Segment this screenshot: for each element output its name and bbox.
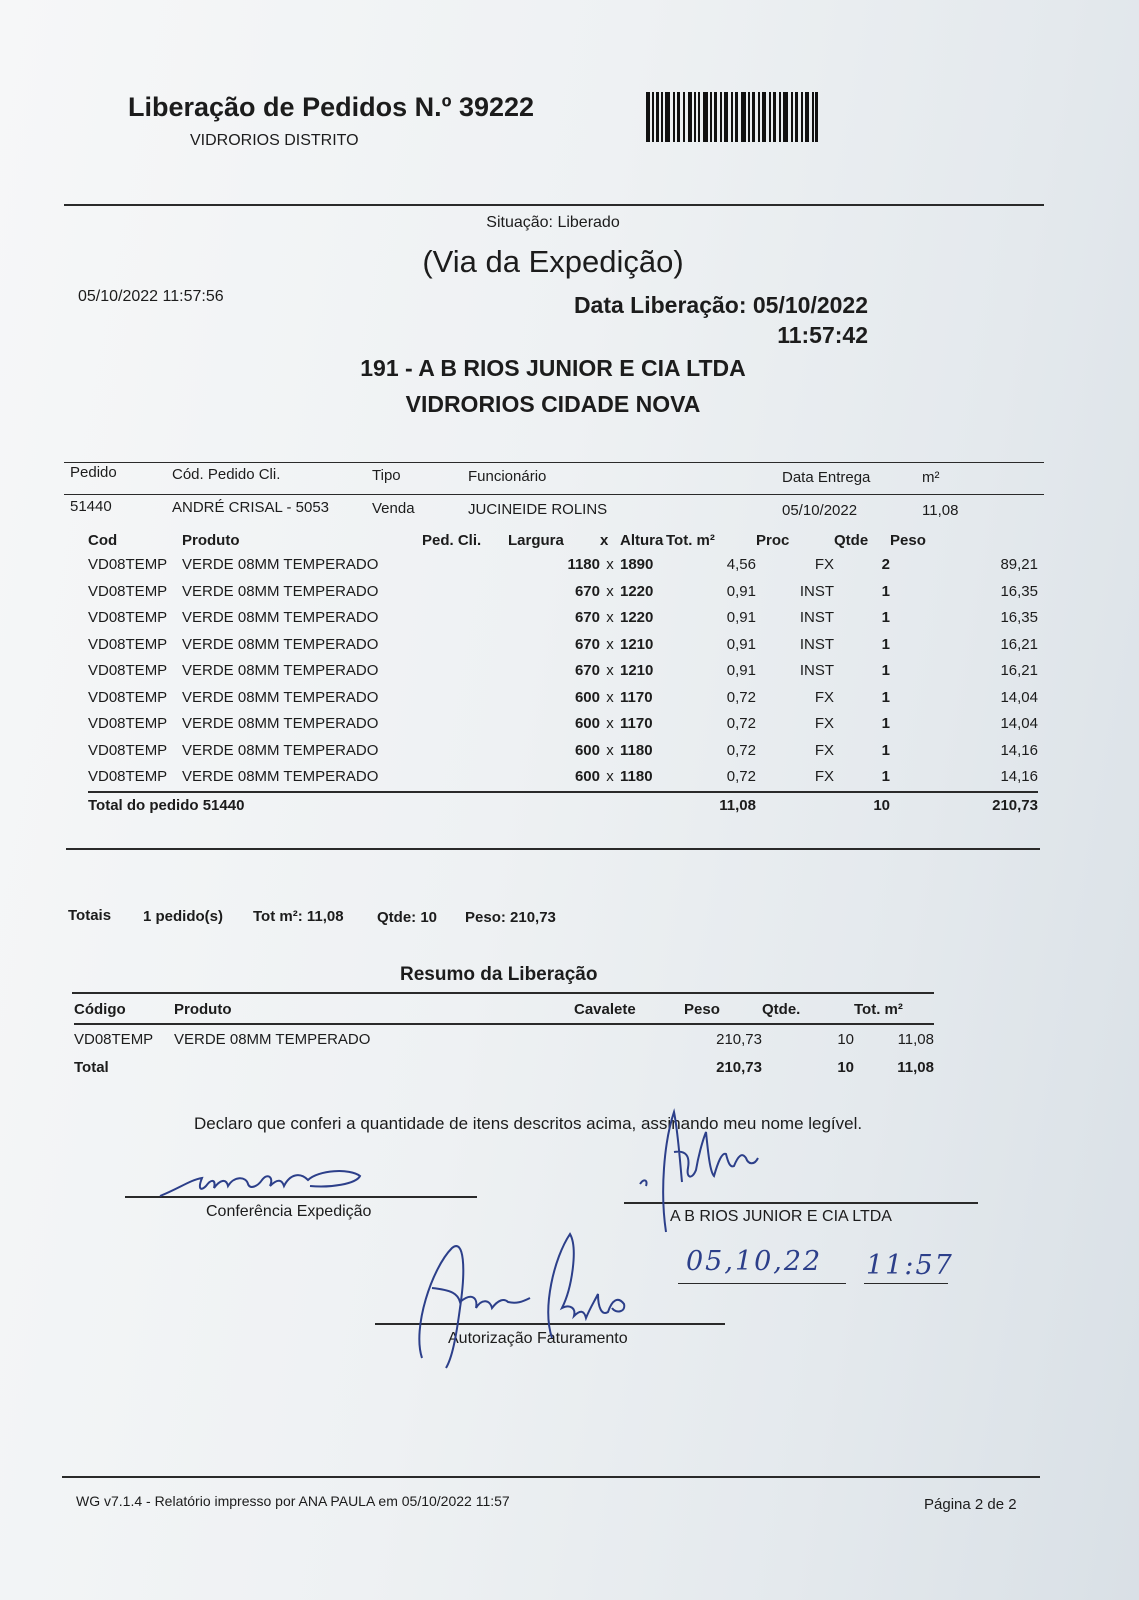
item-peso: 14,16 (1000, 741, 1038, 759)
item-cod: VD08TEMP (88, 582, 168, 600)
item-x: x (606, 609, 614, 626)
item-qtde: 1 (881, 688, 890, 706)
summary-codigo: VD08TEMP (74, 1030, 154, 1048)
summary-produto: VERDE 08MM TEMPERADO (174, 1030, 371, 1048)
item-qtde: 2 (881, 556, 890, 573)
item-peso: 16,35 (1000, 609, 1038, 626)
item-qtde: 1 (881, 635, 890, 653)
handwritten-time: 11:57 (866, 1250, 954, 1281)
order-total-peso: 210,73 (992, 796, 1038, 814)
item-peso: 89,21 (1000, 556, 1038, 573)
footer-rule (62, 1476, 1040, 1478)
signature-autorizacao (412, 1228, 642, 1378)
declaration-text: Declaro que conferi a quantidade de itens descritos acima, assinando meu nome legível. (194, 1114, 863, 1133)
item-largura: 670 (574, 662, 600, 679)
header-divider (64, 204, 1044, 206)
table-row (88, 579, 1038, 606)
col-proc: Proc (756, 532, 790, 549)
col-altura: Altura (620, 532, 664, 549)
item-x: x (606, 741, 614, 759)
item-x: x (606, 635, 614, 653)
page-number: Página 2 de 2 (924, 1496, 1017, 1513)
signature-label-autorizacao: Autorização Faturamento (448, 1330, 628, 1347)
summary-col-codigo: Código (74, 995, 174, 1024)
order-total-row (88, 792, 1038, 820)
handwritten-date: 05,10,22 (686, 1246, 823, 1277)
items-table (88, 530, 1038, 819)
item-peso: 14,16 (1000, 768, 1038, 785)
item-altura: 1210 (620, 662, 654, 679)
table-row (88, 738, 1038, 765)
table-row (88, 685, 1038, 712)
item-tot-m2: 0,72 (726, 741, 756, 759)
order-total-label: Total do pedido 51440 (88, 796, 245, 814)
totals-weight: Peso: 210,73 (465, 909, 556, 926)
table-row (88, 552, 1038, 579)
item-altura: 1170 (620, 715, 653, 732)
item-proc: INST (799, 635, 834, 653)
item-altura: 1210 (620, 635, 654, 653)
client-name: 191 - A B RIOS JUNIOR E CIA LTDA (360, 355, 746, 381)
item-largura: 600 (574, 688, 600, 706)
item-produto: VERDE 08MM TEMPERADO (182, 662, 379, 679)
document-title: Liberação de Pedidos N.º 39222 (128, 92, 535, 122)
col-cod: Cod (88, 532, 118, 549)
item-cod: VD08TEMP (88, 635, 168, 653)
order-total-qtde: 10 (873, 796, 890, 814)
item-largura: 600 (574, 768, 600, 785)
col-tipo: Tipo (372, 467, 401, 484)
item-x: x (606, 715, 614, 732)
item-qtde: 1 (881, 582, 890, 600)
col-cod-pedido-cli: Cód. Pedido Cli. (172, 466, 281, 483)
item-produto: VERDE 08MM TEMPERADO (182, 556, 379, 573)
signature-label-client: A B RIOS JUNIOR E CIA LTDA (670, 1208, 892, 1225)
item-tot-m2: 0,91 (726, 635, 756, 653)
item-x: x (606, 556, 614, 573)
summary-cavalete (574, 1024, 684, 1053)
summary-total-qtde: 10 (837, 1058, 854, 1076)
order-number: 51440 (70, 498, 112, 515)
item-produto: VERDE 08MM TEMPERADO (182, 688, 379, 706)
item-cod: VD08TEMP (88, 715, 168, 732)
item-cod: VD08TEMP (88, 768, 168, 785)
item-produto: VERDE 08MM TEMPERADO (182, 635, 379, 653)
client-store: VIDRORIOS CIDADE NOVA (405, 391, 701, 417)
item-largura: 600 (574, 715, 600, 732)
barcode-icon (646, 92, 818, 142)
item-tot-m2: 0,91 (726, 662, 756, 679)
summary-col-peso: Peso (684, 995, 762, 1024)
item-qtde: 1 (881, 662, 890, 679)
item-proc: INST (799, 582, 834, 600)
col-data-entrega: Data Entrega (782, 469, 871, 486)
item-proc: FX (814, 715, 834, 732)
order-delivery-date: 05/10/2022 (782, 502, 858, 519)
item-peso: 16,35 (1000, 582, 1038, 600)
item-largura: 1180 (567, 556, 600, 573)
summary-table (74, 995, 934, 1081)
col-x: x (600, 532, 609, 549)
totals-m2: Tot m²: 11,08 (253, 908, 344, 925)
item-largura: 670 (574, 582, 600, 600)
item-qtde: 1 (881, 609, 890, 626)
item-proc: INST (799, 662, 834, 679)
company-name: VIDRORIOS DISTRITO (190, 132, 359, 149)
signature-conferencia (150, 1158, 370, 1204)
order-top-rule (64, 462, 1044, 463)
item-cod: VD08TEMP (88, 609, 168, 626)
item-produto: VERDE 08MM TEMPERADO (182, 582, 379, 600)
order-client-code: ANDRÉ CRISAL - 5053 (172, 499, 330, 516)
item-altura: 1170 (620, 688, 653, 706)
table-row (88, 658, 1038, 685)
col-tot-m2: Tot. m² (666, 532, 715, 549)
item-tot-m2: 0,72 (726, 715, 756, 732)
item-qtde: 1 (881, 768, 890, 785)
order-total-m2: 11,08 (719, 796, 756, 814)
signature-client (630, 1092, 790, 1252)
table-row (88, 632, 1038, 659)
table-row (74, 1024, 934, 1053)
col-funcionario: Funcionário (468, 468, 547, 485)
summary-col-tot-m2: Tot. m² (854, 995, 934, 1024)
summary-total-label: Total (74, 1058, 109, 1076)
item-largura: 600 (574, 741, 600, 759)
item-proc: FX (814, 741, 834, 759)
col-peso: Peso (890, 532, 926, 549)
liberation-date (538, 290, 868, 350)
table-row (88, 764, 1038, 792)
table-row (88, 711, 1038, 738)
item-produto: VERDE 08MM TEMPERADO (182, 609, 379, 626)
summary-tot-m2: 11,08 (897, 1030, 934, 1048)
item-x: x (606, 688, 614, 706)
order-type: Venda (372, 500, 415, 517)
order-header-rule (64, 494, 1044, 495)
item-peso: 16,21 (1000, 635, 1038, 653)
totals-qtde: Qtde: 10 (377, 909, 438, 926)
items-header-row (88, 530, 1038, 552)
item-proc: INST (799, 609, 834, 626)
item-x: x (606, 768, 614, 785)
item-cod: VD08TEMP (88, 556, 168, 573)
summary-peso: 210,73 (716, 1030, 762, 1048)
item-cod: VD08TEMP (88, 688, 168, 706)
summary-total-peso: 210,73 (716, 1058, 762, 1076)
item-altura: 1180 (620, 741, 653, 759)
totals-label: Totais (68, 907, 112, 924)
item-largura: 670 (574, 609, 600, 626)
handwritten-date-underline (678, 1283, 846, 1284)
item-cod: VD08TEMP (88, 662, 168, 679)
item-x: x (606, 662, 614, 679)
status-text: Situação: Liberado (486, 214, 620, 231)
item-tot-m2: 0,72 (726, 688, 756, 706)
table-row (88, 605, 1038, 632)
item-proc: FX (814, 768, 834, 785)
order-employee: JUCINEIDE ROLINS (468, 501, 608, 518)
col-produto: Produto (182, 532, 240, 549)
summary-col-produto: Produto (174, 995, 574, 1024)
items-bottom-rule (66, 848, 1040, 850)
item-tot-m2: 0,72 (726, 768, 756, 785)
copy-type-title: (Via da Expedição) (422, 244, 684, 279)
item-altura: 1220 (620, 609, 654, 626)
summary-title: Resumo da Liberação (400, 964, 598, 985)
col-m2: m² (922, 469, 940, 486)
summary-col-cavalete: Cavalete (574, 995, 684, 1024)
item-produto: VERDE 08MM TEMPERADO (182, 741, 379, 759)
item-produto: VERDE 08MM TEMPERADO (182, 768, 379, 785)
order-m2: 11,08 (922, 502, 959, 519)
item-peso: 14,04 (1000, 688, 1038, 706)
summary-top-rule (72, 992, 934, 994)
printed-datetime: 05/10/2022 11:57:56 (78, 288, 224, 305)
col-pedido: Pedido (70, 464, 117, 481)
item-tot-m2: 4,56 (726, 556, 756, 573)
handwritten-time-underline (864, 1283, 948, 1284)
item-largura: 670 (574, 635, 600, 653)
item-altura: 1890 (620, 556, 654, 573)
totals-orders: 1 pedido(s) (143, 908, 224, 925)
item-tot-m2: 0,91 (726, 609, 756, 626)
item-x: x (606, 582, 614, 600)
item-cod: VD08TEMP (88, 741, 168, 759)
item-peso: 16,21 (1000, 662, 1038, 679)
item-proc: FX (814, 688, 834, 706)
item-altura: 1180 (620, 768, 653, 785)
item-peso: 14,04 (1000, 715, 1038, 732)
item-proc: FX (814, 556, 834, 573)
summary-qtde: 10 (837, 1030, 854, 1048)
summary-header-row (74, 995, 934, 1024)
summary-col-qtde: Qtde. (762, 995, 854, 1024)
col-ped-cli: Ped. Cli. (422, 532, 482, 549)
item-tot-m2: 0,91 (726, 582, 756, 600)
liberation-time: 11:57:42 (777, 322, 868, 348)
summary-total-row (74, 1053, 934, 1081)
item-altura: 1220 (620, 582, 654, 600)
liberation-date-label: Data Liberação: 05/10/2022 (573, 292, 868, 318)
item-qtde: 1 (881, 741, 890, 759)
summary-total-m2: 11,08 (897, 1058, 934, 1076)
item-qtde: 1 (881, 715, 890, 732)
signature-label-conferencia: Conferência Expedição (206, 1203, 372, 1220)
col-qtde: Qtde (834, 532, 869, 549)
item-produto: VERDE 08MM TEMPERADO (182, 715, 379, 732)
footer-print-info: WG v7.1.4 - Relatório impresso por ANA PAULA em 05/10/2022 11:57 (76, 1493, 510, 1509)
col-largura: Largura (508, 532, 564, 549)
